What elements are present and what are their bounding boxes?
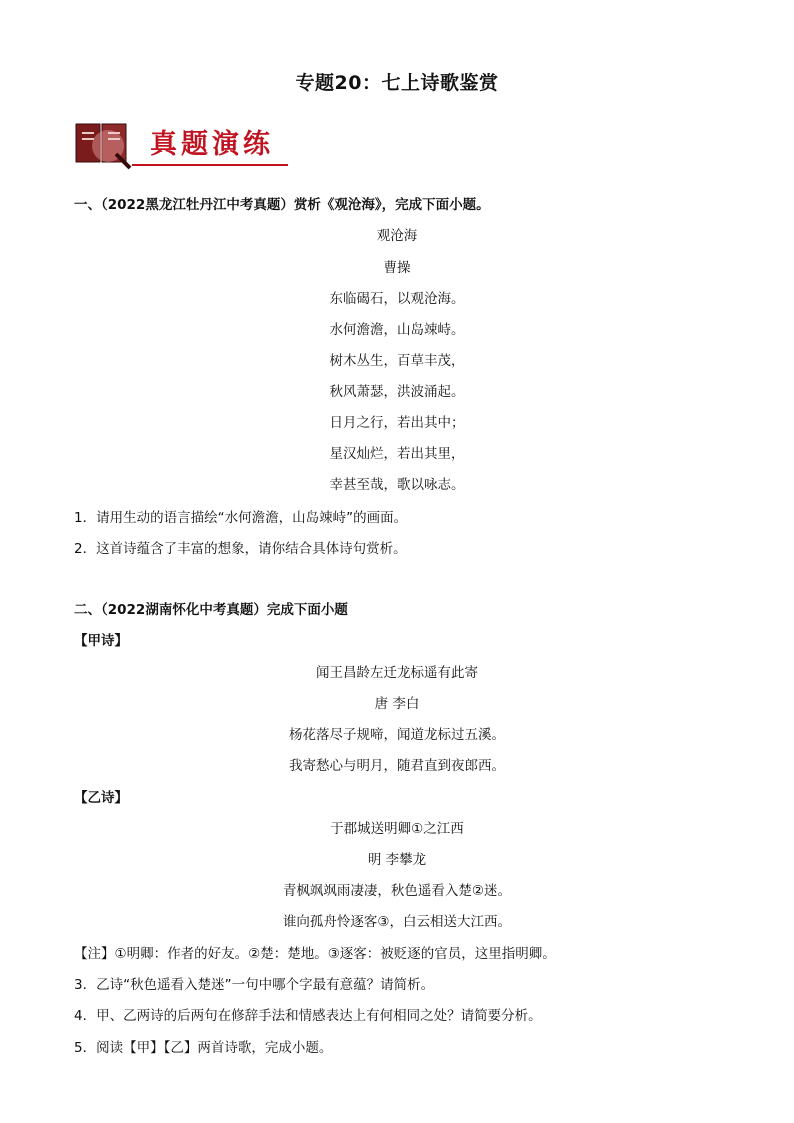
banner-label: 真题演练 xyxy=(150,129,274,160)
poem-a-line: 杨花落尽子规啼，闻道龙标过五溪。 xyxy=(289,727,505,743)
poem-note: 【注】①明卿：作者的好友。②楚：楚地。③逐客：被贬逐的官员，这里指明卿。 xyxy=(74,946,556,962)
poem1-line: 日月之行，若出其中； xyxy=(329,415,465,431)
poem1-title: 观沧海 xyxy=(376,228,418,244)
question-item: 2．这首诗蕴含了丰富的想象，请你结合具体诗句赏析。 xyxy=(74,541,407,557)
poem1-line: 树木丛生，百草丰茂， xyxy=(329,353,465,369)
poem1-line: 幸甚至哉，歌以咏志。 xyxy=(329,477,465,493)
poem1-author: 曹操 xyxy=(383,260,411,276)
poem-b-author: 明 李攀龙 xyxy=(367,852,427,868)
poem-b-line: 青枫飒飒雨凄凄，秋色遥看入楚②迷。 xyxy=(282,883,512,899)
question-item: 1．请用生动的语言描绘“水何澹澹，山岛竦峙”的画面。 xyxy=(74,510,408,526)
book-icon xyxy=(72,118,134,170)
poem-a-label: 【甲诗】 xyxy=(74,633,128,649)
poem-a-author: 唐 李白 xyxy=(374,696,420,712)
page-title: 专题20：七上诗歌鉴赏 xyxy=(295,72,499,94)
poem1-line: 水何澹澹，山岛竦峙。 xyxy=(329,322,465,338)
banner-underline xyxy=(132,164,288,166)
question-item: 5．阅读【甲】【乙】两首诗歌，完成小题。 xyxy=(74,1040,333,1056)
poem1-line: 秋风萧瑟，洪波涌起。 xyxy=(329,384,465,400)
question-item: 3．乙诗“秋色遥看入楚迷”一句中哪个字最有意蕴？请简析。 xyxy=(74,977,435,993)
section-banner xyxy=(72,118,287,170)
poem1-line: 星汉灿烂，若出其里， xyxy=(329,446,465,462)
question-item: 4．甲、乙两诗的后两句在修辞手法和情感表达上有何相同之处？请简要分析。 xyxy=(74,1008,542,1024)
poem-a-line: 我寄愁心与明月，随君直到夜郎西。 xyxy=(289,758,505,774)
poem-b-title: 于郡城送明卿①之江西 xyxy=(330,821,464,837)
poem1-line: 东临碣石，以观沧海。 xyxy=(329,291,465,307)
section2-heading: 二、（2022湖南怀化中考真题）完成下面小题 xyxy=(74,602,348,618)
poem-a-title: 闻王昌龄左迁龙标遥有此寄 xyxy=(316,665,478,681)
poem-b-label: 【乙诗】 xyxy=(74,790,128,806)
section1-heading: 一、（2022黑龙江牡丹江中考真题）赏析《观沧海》，完成下面小题。 xyxy=(74,197,490,213)
poem-b-line: 谁向孤舟怜逐客③，白云相送大江西。 xyxy=(282,914,512,930)
